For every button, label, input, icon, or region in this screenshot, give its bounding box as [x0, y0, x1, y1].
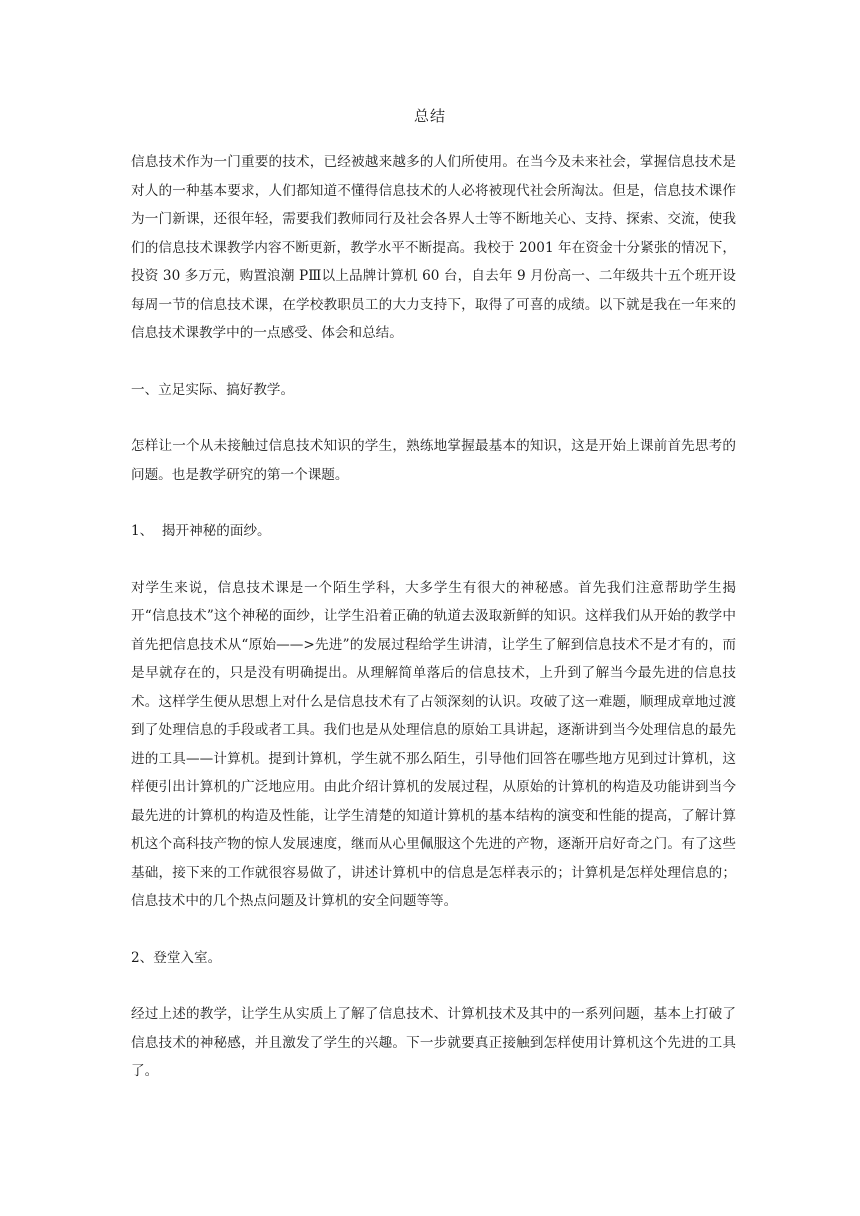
- paragraph-next-step: 经过上述的教学，让学生从实质上了解了信息技术、计算机技术及其中的一系列问题，基本上打破了信息技术的神秘感，并且激发了学生的兴趣。下一步就要真正接触到怎样使用计算机这个先进的工具了。: [131, 1006, 736, 1079]
- paragraph-gap: [131, 489, 736, 517]
- section-heading-1: 一、立足实际、搞好教学。: [131, 381, 295, 398]
- paragraph-demystify: 对学生来说，信息技术课是一个陌生学科，大多学生有很大的神秘感。首先我们注意帮助学生揭开“信息技术”这个神秘的面纱，让学生沿着正确的轨道去汲取新鲜的知识。这样我们从开始的教学中首先把信息技术从“原始——>先进”的发展过程给学生讲清，让学生了解到信息技术不是才有的，而是早就存在的，只是没有明确提出。从理解简单落后的信息技术，上升到了解当今最先进的信息技术。这样学生便从思想上对什么是信息技术有了占领深刻的认识。攻破了这一难题，顺理成章地过渡到了处理信息的手段或者工具。我们也是从处理信息的原始工具讲起，逐渐讲到当今处理信息的最先进的工具——计算机。提到计算机，学生就不那么陌生，引导他们回答在哪些地方见到过计算机，这样便引出计算机的广泛地应用。由此介绍计算机的发展过程，从原始的计算机的构造及功能讲到当今最先进的计算机的构造及性能，让学生清楚的知道计算机的基本结构的演变和性能的提高，了解计算机这个高科技产物的惊人发展速度，继而从心里佩服这个先进的产物，逐渐开启好奇之门。有了这些基础，接下来的工作就很容易做了，讲述计算机中的信息是怎样表示的；计算机是怎样处理信息的；信息技术中的几个热点问题及计算机的安全问题等等。: [131, 579, 736, 909]
- page-title: 总结: [413, 107, 446, 125]
- paragraph-intro: 信息技术作为一门重要的技术，已经被越来越多的人们所使用。在当今及未来社会，掌握信息技术是对人的一种基本要求，人们都知道不懂得信息技术的人必将被现代社会所淘汰。但是，信息技术课作为一门新课，还很年轻，需要我们教师同行及社会各界人士等不断地关心、支持、探索、交流，使我们的信息技术课教学内容不断更新，教学水平不断提高。我校于 2001 年在资金十分紧张的情况下，投资 30 多万元，购置浪潮 PⅢ以上品牌计算机 60 台，自去年 9 月份高一、二年级共十五个班开设每周一节的信息技术课，在学校教职员工的大力支持下，取得了可喜的成绩。以下就是我在一年来的信息技术课教学中的一点感受、体会和总结。: [131, 154, 736, 341]
- paragraph-question: 怎样让一个从未接触过信息技术知识的学生，熟练地掌握最基本的知识，这是开始上课前首先思考的问题。也是教学研究的第一个课题。: [131, 438, 736, 483]
- paragraph-gap: [131, 916, 736, 944]
- paragraph-gap: [131, 972, 736, 1000]
- paragraph-gap: [131, 404, 736, 432]
- paragraph-gap: [131, 546, 736, 574]
- subsection-heading-1: 1、 揭开神秘的面纱。: [131, 523, 271, 539]
- document-body: [131, 148, 736, 1086]
- subsection-heading-2: 2、登堂入室。: [131, 949, 222, 966]
- paragraph-gap: [131, 348, 736, 376]
